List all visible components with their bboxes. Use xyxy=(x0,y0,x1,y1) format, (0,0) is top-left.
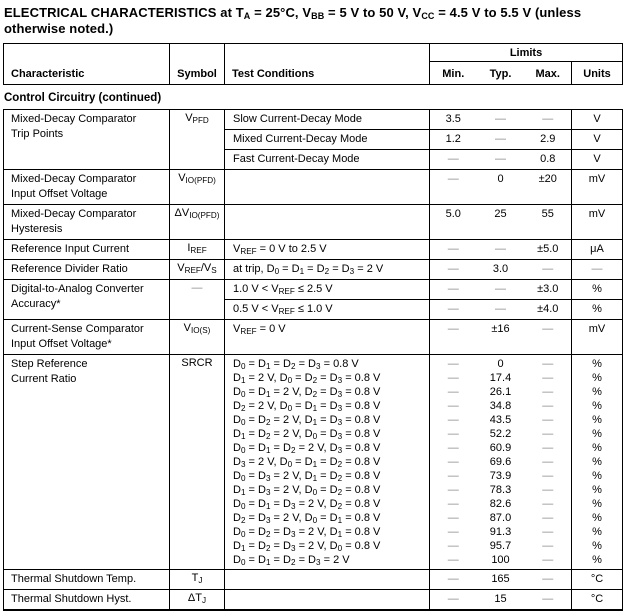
typ-cell: 15 xyxy=(477,590,525,611)
min-cell: — xyxy=(430,240,477,260)
characteristics-table xyxy=(3,109,623,611)
units-cell: mV xyxy=(572,170,623,205)
units-cell: V xyxy=(572,150,623,170)
min-cell: 3.5 xyxy=(430,110,477,130)
typ-cell: — xyxy=(477,300,525,320)
min-cell: 1.2 xyxy=(430,130,477,150)
typ-cell: ±16 xyxy=(477,320,525,355)
col-header-typ: Typ. xyxy=(477,62,525,85)
units-cell: mV xyxy=(572,205,623,240)
min-cell: — xyxy=(430,260,477,280)
symbol-cell: $\Delta V_{IO(PFD)}$ xyxy=(170,205,225,240)
max-cell: — xyxy=(525,570,572,590)
typ-cell: 165 xyxy=(477,570,525,590)
col-header-limits-group: Limits xyxy=(430,44,623,62)
units-cell: mV xyxy=(572,320,623,355)
min-cell: — xyxy=(430,570,477,590)
symbol-cell: $V_{PFD}$ xyxy=(170,110,225,170)
typ-cell: 3.0 xyxy=(477,260,525,280)
table-row xyxy=(4,170,623,205)
characteristic-cell: Mixed-Decay Comparator Input Offset Voltage xyxy=(4,170,170,205)
characteristic-cell: Current-Sense Comparator Input Offset Voltage* xyxy=(4,320,170,355)
characteristic-cell: Reference Input Current xyxy=(4,240,170,260)
test-conditions-cell: 1.0 $V < V_{REF} \le 2.5$ V xyxy=(225,280,430,300)
units-cell: V xyxy=(572,130,623,150)
max-cell: — — — — — — — — — — — — — — — xyxy=(525,355,572,570)
max-cell: — xyxy=(525,260,572,280)
min-cell: 5.0 xyxy=(430,205,477,240)
section-heading: Control Circuitry (continued) xyxy=(4,92,162,104)
characteristic-cell: Mixed-Decay Comparator Trip Points xyxy=(4,110,170,170)
typ-cell: 0 xyxy=(477,170,525,205)
page-title: ELECTRICAL CHARACTERISTICS at $T_A = 25^\circ C$, $V_{BB} = 5$ V to 50 V, $V_{CC} = 4.5$ V to 5.5 V (unless otherwise noted.) xyxy=(4,5,582,36)
characteristic-cell: Mixed-Decay Comparator Hysteresis xyxy=(4,205,170,240)
symbol-cell: $\Delta T_J$ xyxy=(170,590,225,611)
table-row xyxy=(4,280,623,300)
test-conditions-cell: at trip, $D_0 = D_1 = D_2 = D_3 = 2$ V xyxy=(225,260,430,280)
table-row xyxy=(4,205,623,240)
col-header-symbol: Symbol xyxy=(170,44,225,85)
typ-cell: — xyxy=(477,150,525,170)
min-cell: — — — — — — — — — — — — — — — xyxy=(430,355,477,570)
symbol-cell: SRCR xyxy=(170,355,225,570)
units-cell: % xyxy=(572,300,623,320)
test-conditions-cell xyxy=(225,170,430,205)
test-conditions-cell xyxy=(225,570,430,590)
test-conditions-cell: 0.5 $V < V_{REF} \le 1.0$ V xyxy=(225,300,430,320)
table-row xyxy=(4,260,623,280)
max-cell: 55 xyxy=(525,205,572,240)
table-row xyxy=(4,110,623,130)
min-cell: — xyxy=(430,320,477,355)
symbol-cell: $V_{REF}/V_S$ xyxy=(170,260,225,280)
max-cell: — xyxy=(525,110,572,130)
typ-cell: — xyxy=(477,110,525,130)
min-cell: — xyxy=(430,280,477,300)
main-table-body xyxy=(4,110,623,611)
max-cell: ±3.0 xyxy=(525,280,572,300)
typ-cell: 25 xyxy=(477,205,525,240)
max-cell: ±5.0 xyxy=(525,240,572,260)
table-header xyxy=(3,43,623,85)
units-cell: V xyxy=(572,110,623,130)
table-row xyxy=(4,355,623,570)
test-conditions-cell: Mixed Current-Decay Mode xyxy=(225,130,430,150)
max-cell: ±20 xyxy=(525,170,572,205)
test-conditions-cell: $D_0 = D_1 = D_2 = D_3 = 0.8$ V $D_1 = 2$ V, $D_0 = D_2 = D_3 = 0.8$ V $D_0 = D_1 = 2$ V, $D_2 = D_3 = 0.8$ V $D_2 = 2$ V, $D_0 = D_1 = D_3 = 0.8$ V $D_0 = D_2 = 2$ V, $D_1 = D_3 = 0.8$ V $D_1 = D_2 = 2$ V, $D_0 = D_3 = 0.8$ V $D_0 = D_1 = D_2 = 2$ V, $D_3 = 0.8$ V $D_3 = 2$ V, $D_0 = D_1 = D_2 = 0.8$ V $D_0 = D_3 = 2$ V, $D_1 = D_2 = 0.8$ V $D_1 = D_3 = 2$ V, $D_0 = D_2 = 0.8$ V $D_0 = D_1 = D_3 = 2$ V, $D_2 = 0.8$ V $D_2 = D_3 = 2$ V, $D_0 = D_1 = 0.8$ V $D_0 = D_2 = D_3 = 2$ V, $D_1 = 0.8$ V $D_1 = D_2 = D_3 = 2$ V, $D_0 = 0.8$ V $D_0 = D_1 = D_2 = D_3 = 2$ V xyxy=(225,355,430,570)
characteristic-cell: Digital-to-Analog Converter Accuracy* xyxy=(4,280,170,320)
test-conditions-cell xyxy=(225,590,430,611)
test-conditions-cell: Fast Current-Decay Mode xyxy=(225,150,430,170)
symbol-cell: $V_{IO(PFD)}$ xyxy=(170,170,225,205)
symbol-cell: — xyxy=(170,280,225,320)
max-cell: 0.8 xyxy=(525,150,572,170)
test-conditions-cell xyxy=(225,205,430,240)
test-conditions-cell: $V_{REF} = 0$ V xyxy=(225,320,430,355)
units-cell: % xyxy=(572,280,623,300)
min-cell: — xyxy=(430,170,477,205)
units-cell: °C xyxy=(572,570,623,590)
units-cell: °C xyxy=(572,590,623,611)
units-cell: μA xyxy=(572,240,623,260)
units-cell: % % % % % % % % % % % % % % % xyxy=(572,355,623,570)
characteristic-cell: Thermal Shutdown Hyst. xyxy=(4,590,170,611)
header-row-limits xyxy=(4,44,623,62)
units-cell: — xyxy=(572,260,623,280)
typ-cell: 0 17.4 26.1 34.8 43.5 52.2 60.9 69.6 73.9 78.3 82.6 87.0 91.3 95.7 100 xyxy=(477,355,525,570)
col-header-test-conditions: Test Conditions xyxy=(225,44,430,85)
symbol-cell: $I_{REF}$ xyxy=(170,240,225,260)
table-row xyxy=(4,240,623,260)
characteristic-cell: Thermal Shutdown Temp. xyxy=(4,570,170,590)
min-cell: — xyxy=(430,590,477,611)
max-cell: 2.9 xyxy=(525,130,572,150)
col-header-max: Max. xyxy=(525,62,572,85)
symbol-cell: $V_{IO(S)}$ xyxy=(170,320,225,355)
col-header-min: Min. xyxy=(430,62,477,85)
typ-cell: — xyxy=(477,280,525,300)
max-cell: — xyxy=(525,320,572,355)
characteristic-cell: Step Reference Current Ratio xyxy=(4,355,170,570)
test-conditions-cell: $V_{REF} = 0$ V to 2.5 V xyxy=(225,240,430,260)
table-row xyxy=(4,570,623,590)
min-cell: — xyxy=(430,300,477,320)
col-header-characteristic: Characteristic xyxy=(4,44,170,85)
max-cell: ±4.0 xyxy=(525,300,572,320)
symbol-cell: $T_J$ xyxy=(170,570,225,590)
typ-cell: — xyxy=(477,240,525,260)
col-header-units: Units xyxy=(572,62,623,85)
typ-cell: — xyxy=(477,130,525,150)
max-cell: — xyxy=(525,590,572,611)
min-cell: — xyxy=(430,150,477,170)
table-row xyxy=(4,320,623,355)
characteristic-cell: Reference Divider Ratio xyxy=(4,260,170,280)
table-row xyxy=(4,590,623,611)
test-conditions-cell: Slow Current-Decay Mode xyxy=(225,110,430,130)
